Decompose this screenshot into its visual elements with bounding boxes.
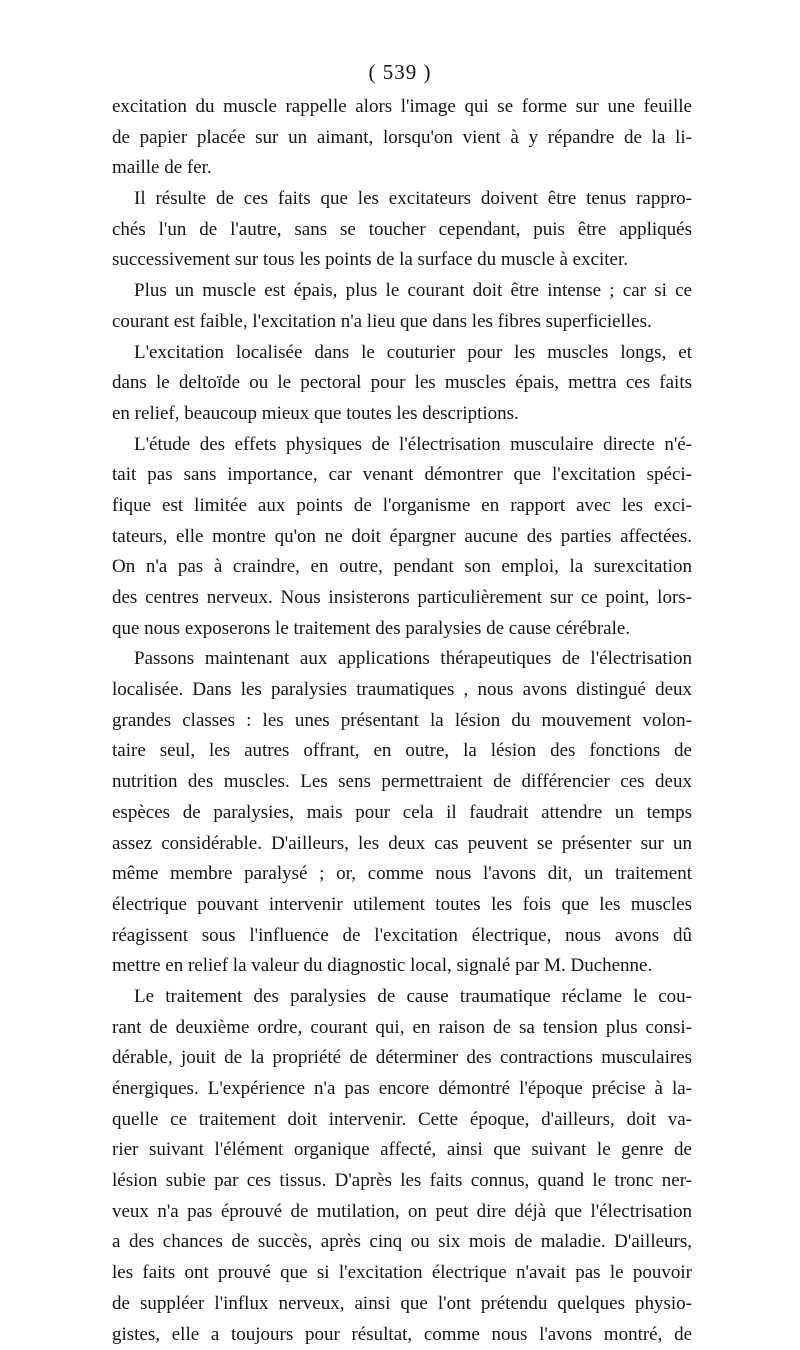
text-line: que nous exposerons le traitement des paralysies de cause cérébrale. <box>112 614 692 645</box>
text-line: de papier placée sur un aimant, lorsqu'on vient à y répandre de la li- <box>112 123 692 154</box>
page-number: ( 539 ) <box>0 60 800 85</box>
text-line: Passons maintenant aux applications thérapeutiques de l'électrisation <box>112 644 692 675</box>
body-text <box>112 92 692 1350</box>
text-line: L'excitation localisée dans le couturier pour les muscles longs, et <box>112 338 692 369</box>
text-line: grandes classes : les unes présentant la lésion du mouvement volon- <box>112 706 692 737</box>
text-line: maille de fer. <box>112 153 692 184</box>
text-line: localisée. Dans les paralysies traumatiques , nous avons distingué deux <box>112 675 692 706</box>
text-line: L'étude des effets physiques de l'électrisation musculaire directe n'é- <box>112 430 692 461</box>
text-line: les faits ont prouvé que si l'excitation électrique n'avait pas le pouvoir <box>112 1258 692 1289</box>
text-line: assez considérable. D'ailleurs, les deux cas peuvent se présenter sur un <box>112 829 692 860</box>
text-line: courant est faible, l'excitation n'a lieu que dans les fibres superficielles. <box>112 307 692 338</box>
text-line: des centres nerveux. Nous insisterons particulièrement sur ce point, lors- <box>112 583 692 614</box>
text-line: de suppléer l'influx nerveux, ainsi que l'ont prétendu quelques physio- <box>112 1289 692 1320</box>
text-line: tait pas sans importance, car venant démontrer que l'excitation spéci- <box>112 460 692 491</box>
text-line: rier suivant l'élément organique affecté, ainsi que suivant le genre de <box>112 1135 692 1166</box>
text-line: gistes, elle a toujours pour résultat, comme nous l'avons montré, de <box>112 1320 692 1350</box>
text-line: rant de deuxième ordre, courant qui, en raison de sa tension plus consi- <box>112 1013 692 1044</box>
text-line: veux n'a pas éprouvé de mutilation, on peut dire déjà que l'électrisation <box>112 1197 692 1228</box>
text-line: dérable, jouit de la propriété de déterminer des contractions musculaires <box>112 1043 692 1074</box>
text-line: Le traitement des paralysies de cause traumatique réclame le cou- <box>112 982 692 1013</box>
text-line: lésion subie par ces tissus. D'après les faits connus, quand le tronc ner- <box>112 1166 692 1197</box>
text-line: Plus un muscle est épais, plus le courant doit être intense ; car si ce <box>112 276 692 307</box>
text-line: chés l'un de l'autre, sans se toucher cependant, puis être appliqués <box>112 215 692 246</box>
text-line: a des chances de succès, après cinq ou six mois de maladie. D'ailleurs, <box>112 1227 692 1258</box>
text-line: même membre paralysé ; or, comme nous l'avons dit, un traitement <box>112 859 692 890</box>
text-line: Il résulte de ces faits que les excitateurs doivent être tenus rappro- <box>112 184 692 215</box>
text-line: tateurs, elle montre qu'on ne doit épargner aucune des parties affectées. <box>112 522 692 553</box>
text-line: nutrition des muscles. Les sens permettraient de différencier ces deux <box>112 767 692 798</box>
text-line: réagissent sous l'influence de l'excitation électrique, nous avons dû <box>112 921 692 952</box>
text-line: électrique pouvant intervenir utilement toutes les fois que les muscles <box>112 890 692 921</box>
text-line: excitation du muscle rappelle alors l'image qui se forme sur une feuille <box>112 92 692 123</box>
text-line: énergiques. L'expérience n'a pas encore démontré l'époque précise à la- <box>112 1074 692 1105</box>
text-line: taire seul, les autres offrant, en outre, la lésion des fonctions de <box>112 736 692 767</box>
text-line: mettre en relief la valeur du diagnostic local, signalé par M. Duchenne. <box>112 951 692 982</box>
text-line: dans le deltoïde ou le pectoral pour les muscles épais, mettra ces faits <box>112 368 692 399</box>
text-line: en relief, beaucoup mieux que toutes les descriptions. <box>112 399 692 430</box>
text-line: quelle ce traitement doit intervenir. Cette époque, d'ailleurs, doit va- <box>112 1105 692 1136</box>
text-line: espèces de paralysies, mais pour cela il faudrait attendre un temps <box>112 798 692 829</box>
text-line: On n'a pas à craindre, en outre, pendant son emploi, la surexcitation <box>112 552 692 583</box>
text-line: successivement sur tous les points de la surface du muscle à exciter. <box>112 245 692 276</box>
text-line: fique est limitée aux points de l'organisme en rapport avec les exci- <box>112 491 692 522</box>
